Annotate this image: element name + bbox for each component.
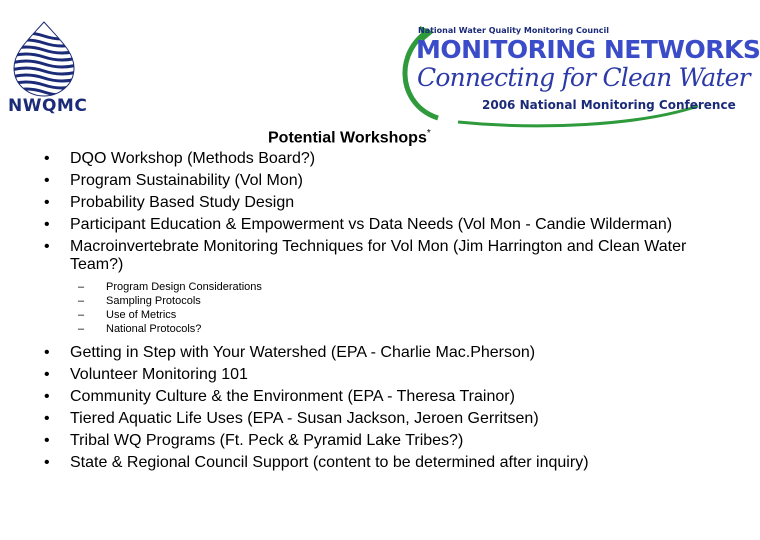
- page-title-text: Potential Workshops: [268, 129, 427, 147]
- title-asterisk: *: [426, 128, 431, 139]
- list-item: [40, 172, 700, 190]
- list-item: [40, 238, 700, 336]
- bullet-icon: •: [44, 388, 50, 405]
- logo-title: MONITORING NETWORKS: [416, 35, 760, 64]
- list-item-text: Participant Education & Empowerment vs Data Needs (Vol Mon - Candie Wilderman): [70, 216, 673, 233]
- bullet-icon: •: [44, 238, 50, 255]
- bullet-icon: •: [44, 216, 50, 233]
- bullet-icon: •: [44, 344, 50, 361]
- sub-list: [70, 280, 700, 336]
- list-item: [40, 388, 700, 406]
- list-item: [40, 410, 700, 428]
- dash-icon: –: [78, 309, 85, 321]
- list-item: [40, 344, 700, 362]
- list-item: [40, 150, 700, 168]
- bullet-icon: •: [44, 410, 50, 427]
- bullet-icon: •: [44, 432, 50, 449]
- list-item-text: Volunteer Monitoring 101: [70, 366, 248, 383]
- sub-list-item: [70, 294, 700, 308]
- list-item: [40, 216, 700, 234]
- sub-list-item: [70, 280, 700, 294]
- sub-list-item-text: Program Design Considerations: [106, 281, 262, 293]
- sub-list-item-text: Sampling Protocols: [106, 295, 201, 307]
- list-item: [40, 454, 700, 472]
- conference-name: 2006 National Monitoring Conference: [482, 98, 736, 112]
- sub-list-item-text: National Protocols?: [106, 323, 202, 335]
- list-item: [40, 194, 700, 212]
- list-item-text: Program Sustainability (Vol Mon): [70, 172, 303, 189]
- workshop-list: [40, 150, 700, 476]
- list-item: [40, 366, 700, 384]
- list-item-text: Community Culture & the Environment (EPA - Theresa Trainor): [70, 388, 515, 405]
- list-item: [40, 432, 700, 450]
- logo-subtitle: Connecting for Clean Water: [417, 63, 750, 92]
- page-title: [268, 128, 431, 147]
- nwqmc-wordmark: NWQMC: [8, 96, 88, 116]
- bullet-icon: •: [44, 194, 50, 211]
- dash-icon: –: [78, 323, 85, 335]
- list-item-text: Getting in Step with Your Watershed (EPA - Charlie Mac.Pherson): [70, 344, 536, 361]
- sub-list-item-text: Use of Metrics: [106, 309, 177, 321]
- list-item-text: State & Regional Council Support (content to be determined after inquiry): [70, 454, 589, 471]
- dash-icon: –: [78, 295, 85, 307]
- bullet-icon: •: [44, 150, 50, 167]
- list-item-text: Probability Based Study Design: [70, 194, 295, 211]
- list-item-text: Tiered Aquatic Life Uses (EPA - Susan Jackson, Jeroen Gerritsen): [70, 410, 539, 427]
- bullet-icon: •: [44, 172, 50, 189]
- list-item-text: Tribal WQ Programs (Ft. Peck & Pyramid Lake Tribes?): [70, 432, 464, 449]
- sub-list-item: [70, 308, 700, 322]
- nwqmc-logo: [8, 18, 88, 126]
- bullet-icon: •: [44, 454, 50, 471]
- bullet-icon: •: [44, 366, 50, 383]
- monitoring-networks-logo: [398, 18, 760, 126]
- list-item-text: DQO Workshop (Methods Board?): [70, 150, 316, 167]
- water-drop-icon: [8, 18, 80, 98]
- dash-icon: –: [78, 281, 85, 293]
- list-item-text: Macroinvertebrate Monitoring Techniques for Vol Mon (Jim Harrington and Clean Water Team?): [70, 238, 687, 273]
- council-name: National Water Quality Monitoring Council: [418, 26, 609, 35]
- sub-list-item: [70, 322, 700, 336]
